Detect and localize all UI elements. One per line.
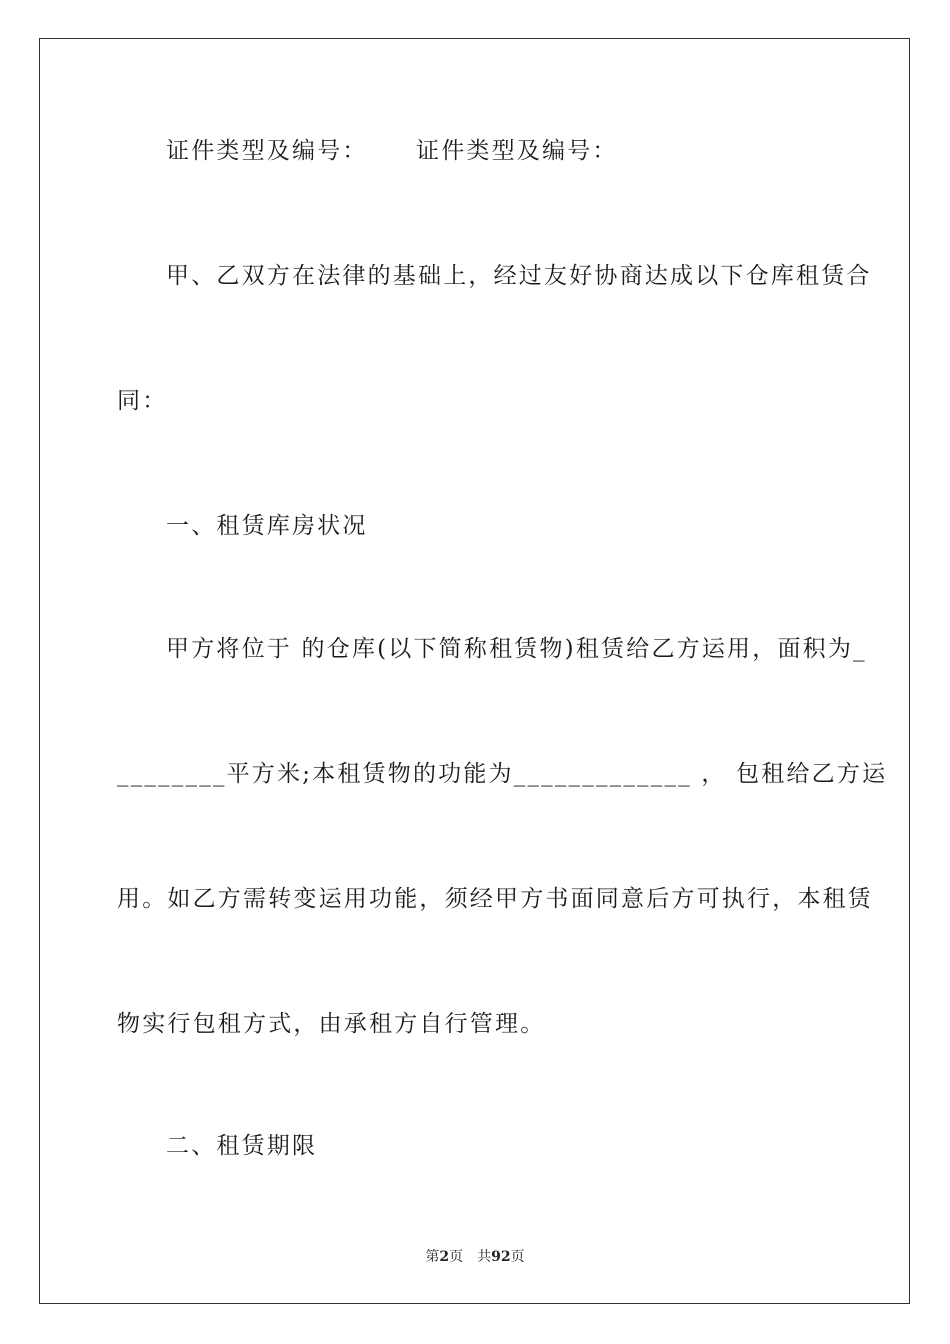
footer-page-number: 2	[439, 1249, 450, 1265]
footer-total-pages: 92	[491, 1249, 511, 1265]
id-type-label-party-b: 证件类型及编号：	[416, 138, 618, 164]
paragraph-section1-line-2: ________平方米;本租赁物的功能为_____________ ， 包租给乙方运	[117, 761, 888, 787]
footer-mid: 页 共	[449, 1249, 492, 1265]
paragraph-section1-line-3: 用。如乙方需转变运用功能，须经甲方书面同意后方可执行，本租赁	[117, 886, 873, 912]
paragraph-section1-line-1: 甲方将位于 的仓库(以下简称租赁物)租赁给乙方运用，面积为_	[166, 636, 867, 662]
section-heading-1: 一、租赁库房状况	[166, 513, 368, 539]
footer-suffix: 页	[510, 1249, 525, 1265]
paragraph-intro-line-1: 甲、乙双方在法律的基础上，经过友好协商达成以下仓库租赁合	[166, 263, 872, 289]
page-footer	[0, 1248, 950, 1266]
page-border	[39, 38, 910, 1304]
id-type-label-party-a: 证件类型及编号：	[166, 138, 368, 164]
paragraph-section1-line-4: 物实行包租方式，由承租方自行管理。	[117, 1011, 546, 1037]
footer-prefix: 第	[425, 1249, 440, 1265]
section-heading-2: 二、租赁期限	[166, 1133, 318, 1159]
paragraph-intro-line-2: 同：	[117, 388, 168, 414]
